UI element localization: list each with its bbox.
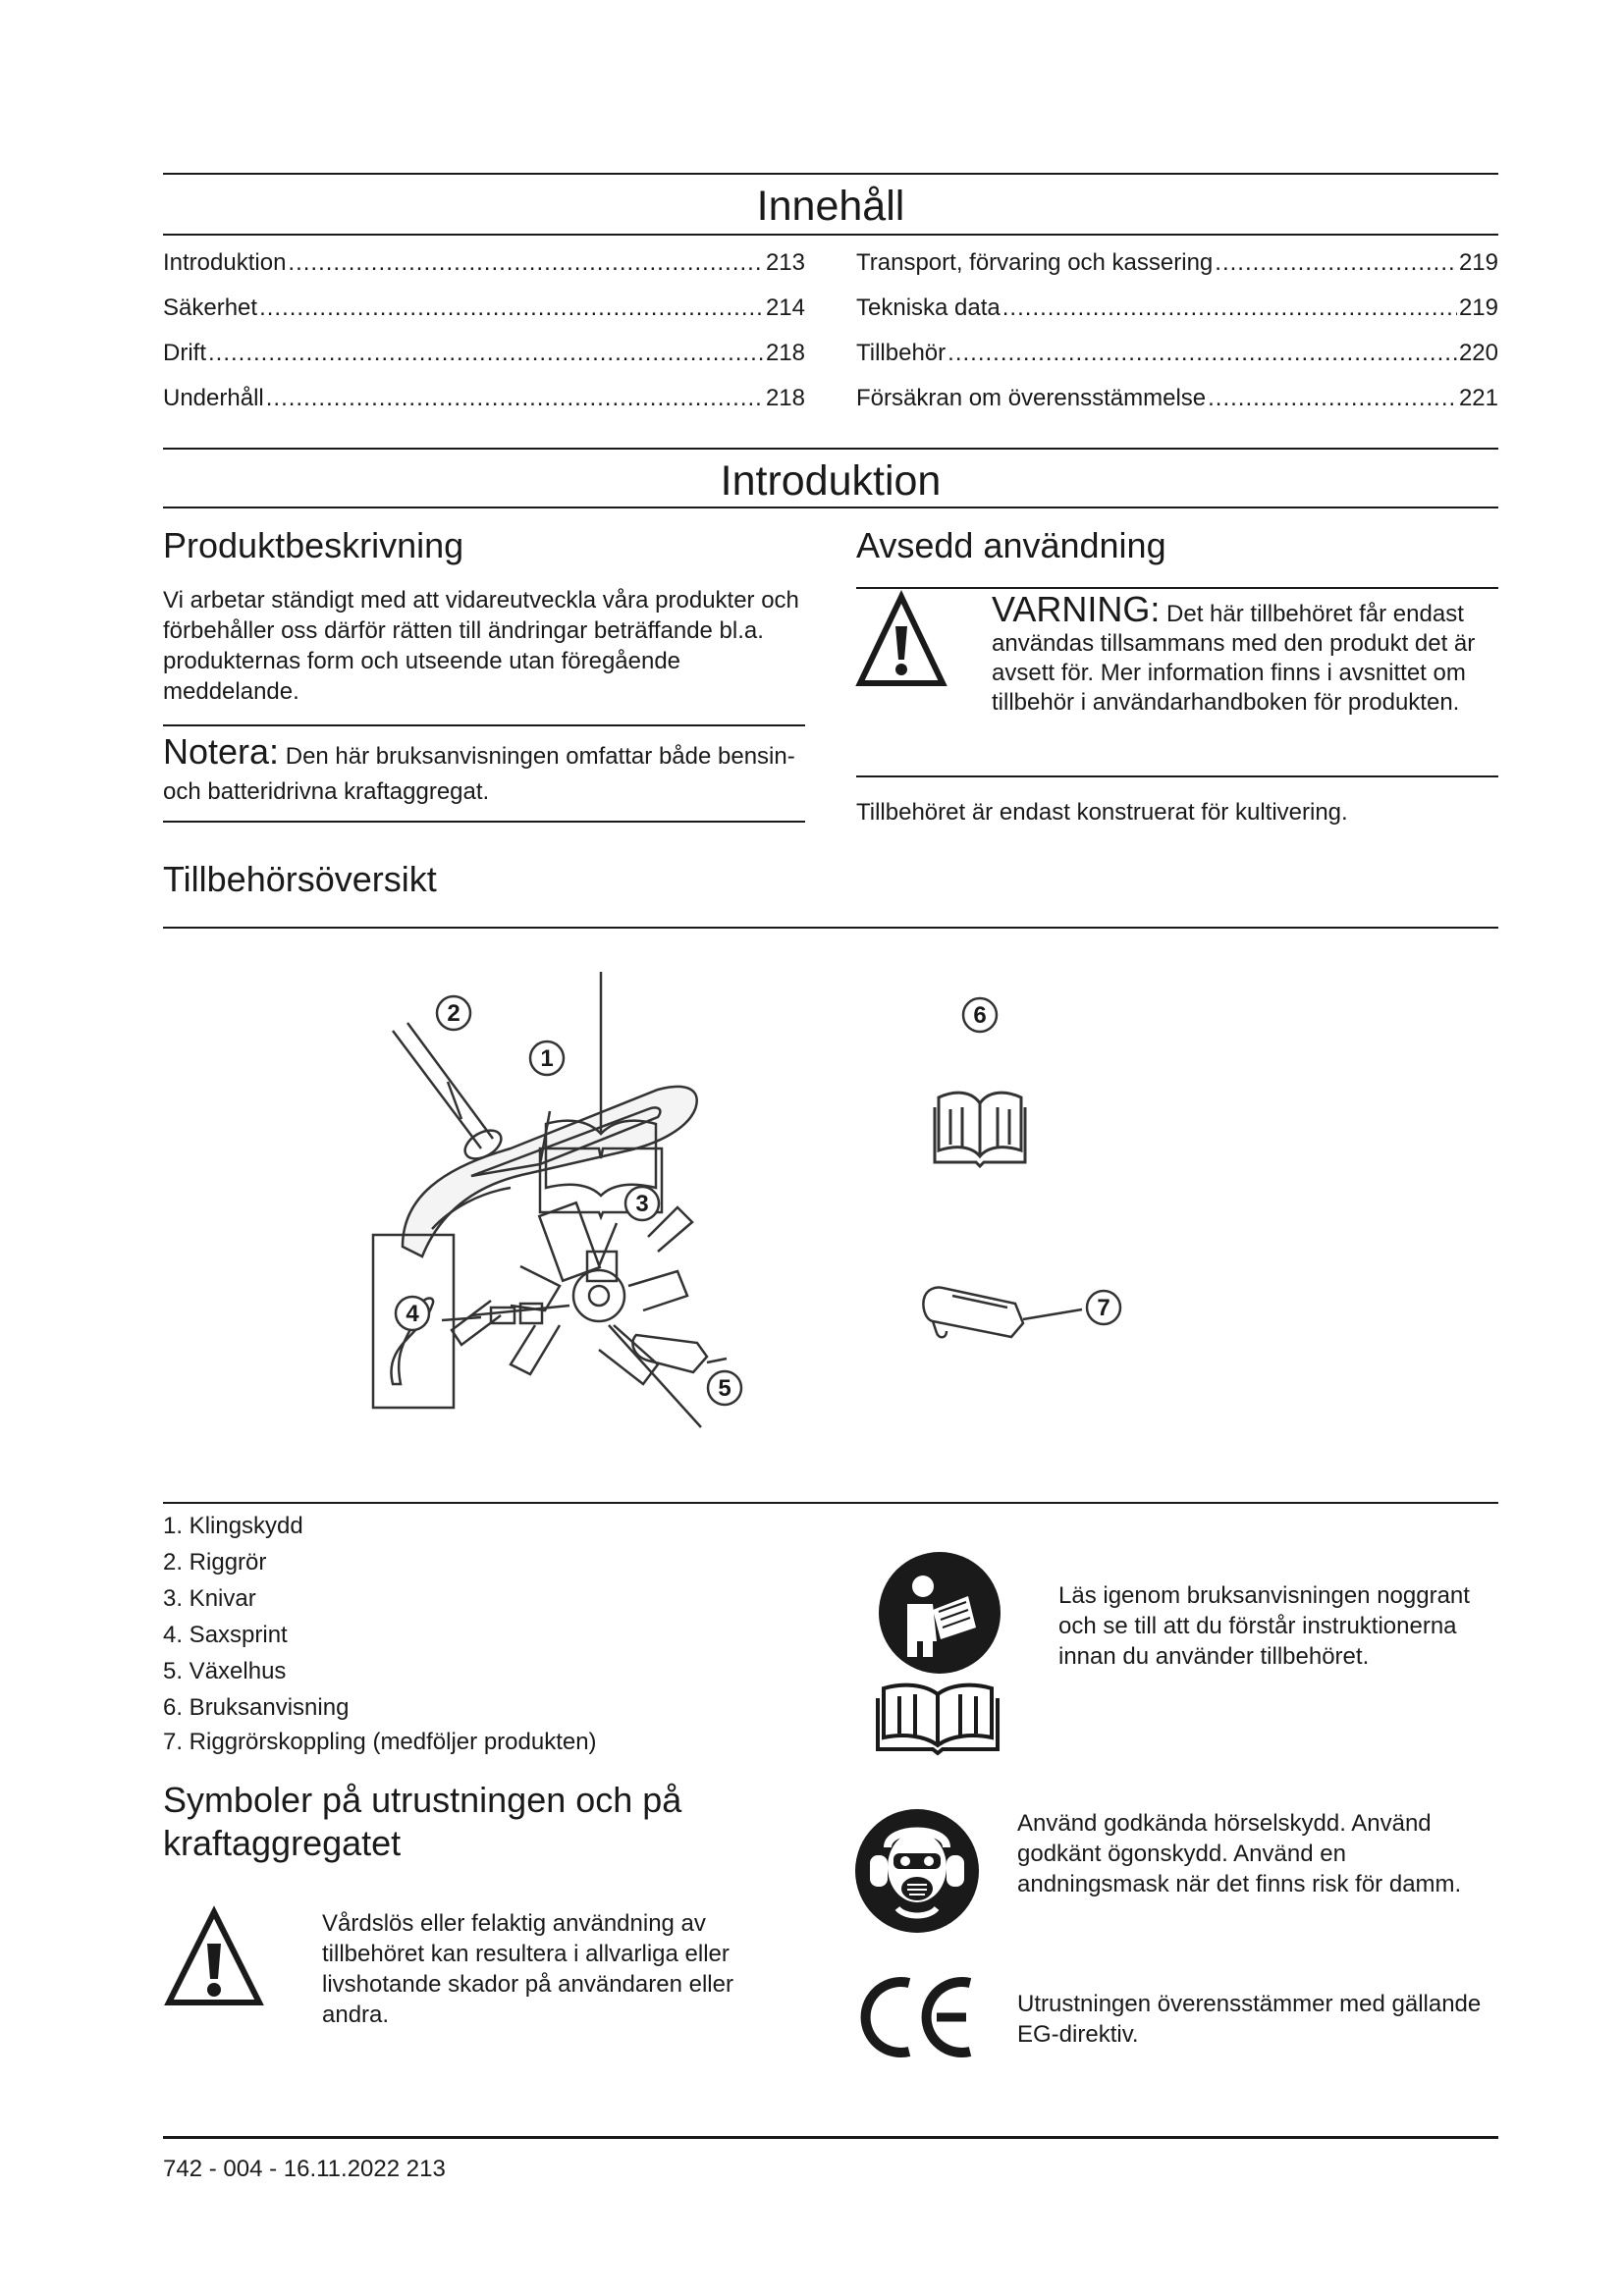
- toc-entry-page: 220: [1458, 340, 1498, 366]
- callout-3: [625, 1187, 659, 1220]
- symbol-warning-text: Vårdslös eller felaktig användning av tillbehöret kan resultera i allvarliga eller livshotande skador på användaren eller andra.: [322, 1910, 733, 2028]
- toc-entry-label: Drift: [163, 340, 206, 366]
- intro-title-rule: [163, 507, 1498, 508]
- note-label: Notera:: [163, 731, 280, 772]
- toc-entry[interactable]: [856, 249, 1498, 294]
- toc-entry[interactable]: [163, 249, 805, 294]
- toc-entry-label: Tekniska data: [856, 294, 1001, 321]
- toc-entry-label: Transport, förvaring och kassering: [856, 249, 1214, 276]
- svg-text:4: 4: [406, 1301, 419, 1327]
- symbol-ce-text: Utrustningen överensstämmer med gällande EG-direktiv.: [1017, 1991, 1482, 2048]
- toc-entry-label: Introduktion: [163, 249, 287, 276]
- manual-book-icon: [933, 1080, 1027, 1168]
- toc-entry[interactable]: [856, 385, 1498, 430]
- toc-entry-label: Försäkran om överensstämmelse: [856, 385, 1207, 411]
- list-item: 4. Saxsprint: [163, 1622, 288, 1648]
- toc-entry-page: 213: [765, 249, 805, 276]
- warning-block: [992, 589, 1498, 718]
- svg-text:1: 1: [540, 1045, 554, 1072]
- list-top-rule: [163, 1502, 1498, 1504]
- list-item: 5. Växelhus: [163, 1658, 287, 1684]
- toc-entry[interactable]: [856, 294, 1498, 340]
- toc-title: Innehåll: [756, 183, 905, 230]
- toc-title-rule: [163, 234, 1498, 236]
- list-item: 6. Bruksanvisning: [163, 1694, 350, 1721]
- list-item: 3. Knivar: [163, 1585, 256, 1612]
- toc-entry-page: 214: [765, 294, 805, 321]
- ce-mark-icon: [854, 1973, 982, 2061]
- note-block: [163, 731, 801, 810]
- toc-entry-label: Tillbehör: [856, 340, 947, 366]
- toc-entry[interactable]: [163, 340, 805, 385]
- toc-entry[interactable]: [856, 340, 1498, 385]
- toc-entry-page: 219: [1458, 249, 1498, 276]
- note-bottom-rule: [163, 821, 805, 823]
- callout-1: [530, 1041, 564, 1075]
- warning-label: VARNING:: [992, 589, 1161, 629]
- toc-entry-label: Säkerhet: [163, 294, 258, 321]
- read-manual-icon: [878, 1551, 1001, 1675]
- toc-left-column: [163, 249, 805, 430]
- toc-right-column: [856, 249, 1498, 430]
- toc-entry-page: 221: [1458, 385, 1498, 411]
- toc-entry-label: Underhåll: [163, 385, 264, 411]
- toc-entry-page: 219: [1458, 294, 1498, 321]
- symbols-heading: [163, 1779, 681, 1865]
- svg-text:6: 6: [973, 1002, 987, 1029]
- list-item: 2. Riggrör: [163, 1549, 267, 1575]
- overview-rule: [163, 927, 1498, 929]
- callout-6: [963, 998, 997, 1032]
- svg-text:5: 5: [718, 1375, 731, 1402]
- symbols-heading-line: Symboler på utrustningen och på: [163, 1780, 682, 1820]
- symbol-ppe-text: Använd godkända hörselskydd. Använd godkänt ögonskydd. Använd en andningsmask när det finns risk för damm.: [1017, 1810, 1462, 1897]
- callout-5: [708, 1371, 741, 1405]
- intended-use-heading: Avsedd användning: [856, 525, 1166, 565]
- product-heading: Produktbeskrivning: [163, 525, 464, 565]
- note-top-rule: [163, 724, 805, 726]
- product-description: Vi arbetar ständigt med att vidareutveckla våra produkter och förbehåller oss därför rätten till ändringar beträffande bl.a. produkternas form och utseende utan föregående meddelande.: [163, 587, 799, 705]
- footer-rule: [163, 2136, 1498, 2139]
- toc-top-rule: [163, 173, 1498, 175]
- list-item: 1. Klingskydd: [163, 1513, 303, 1539]
- toc-entry[interactable]: [163, 294, 805, 340]
- shaft-coupling-icon: [913, 1276, 1100, 1355]
- list-item: 7. Riggrörskoppling (medföljer produkten): [163, 1729, 597, 1755]
- warning-triangle-icon: [856, 593, 947, 687]
- footer-text: 742 - 004 - 16.11.2022 213: [163, 2156, 446, 2182]
- intended-use-text: Tillbehöret är endast konstruerat för kultivering.: [856, 799, 1348, 826]
- svg-text:7: 7: [1097, 1295, 1110, 1321]
- note-text: Den här bruksanvisningen omfattar både bensin- och batteridrivna kraftaggregat.: [163, 743, 795, 805]
- protective-equipment-icon: [854, 1808, 980, 1934]
- toc-entry-page: 218: [765, 340, 805, 366]
- intro-title: Introduktion: [720, 457, 942, 505]
- toc-entry-page: 218: [765, 385, 805, 411]
- symbols-heading-line: kraftaggregatet: [163, 1823, 402, 1863]
- callout-4: [396, 1297, 429, 1330]
- cultivator-illustration: [363, 972, 1110, 1482]
- svg-text:3: 3: [635, 1191, 649, 1217]
- toc-entry[interactable]: [163, 385, 805, 430]
- warning-text: Det här tillbehöret får endast användas tillsammans med den produkt det är avsett för. Mer information finns i avsnittet om tillbehör i användarhandboken för produkten.: [992, 601, 1476, 716]
- warning-triangle-icon: [163, 1906, 265, 2008]
- svg-text:2: 2: [447, 1000, 460, 1027]
- intro-top-rule: [163, 448, 1498, 450]
- warning-top-rule: [856, 587, 1498, 589]
- callout-2: [437, 996, 470, 1030]
- symbol-manual-text: Läs igenom bruksanvisningen noggrant och se till att du förstår instruktionerna innan du använder tillbehöret.: [1058, 1582, 1470, 1670]
- overview-heading: Tillbehörsöversikt: [163, 859, 437, 899]
- manual-book-icon: [874, 1679, 1001, 1753]
- warning-bottom-rule: [856, 775, 1498, 777]
